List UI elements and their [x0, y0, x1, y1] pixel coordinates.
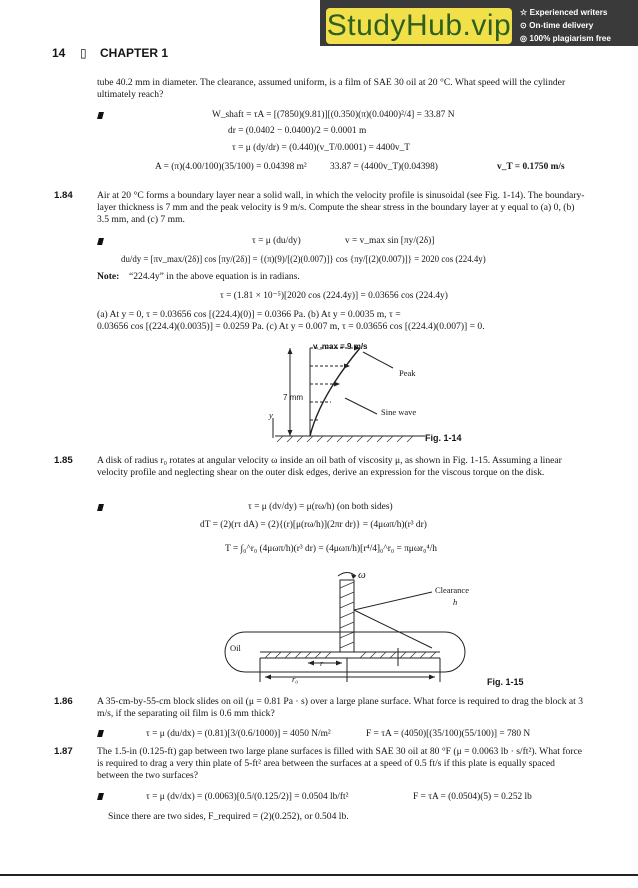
- answer-line-1: (a) At y = 0, τ = 0.03656 cos [(224.4)(0)] = 0.0366 Pa. (b) At y = 0.0035 m, τ =: [97, 309, 401, 320]
- eq-force-plate: F = τA = (0.0504)(5) = 0.252 lb: [413, 792, 532, 802]
- fig15-r0-label: r₀: [292, 674, 299, 684]
- problem-number: 1.86: [54, 696, 73, 707]
- feature-experienced: ☆ Experienced writers: [520, 8, 608, 17]
- eq-shear: τ = μ (dy/dr) = (0.440)(v_T/0.0001) = 4400v_T: [232, 143, 411, 153]
- fig14-vmax-label: v_max = 9 m/s: [313, 342, 368, 351]
- eq-torque-element: dT = (2)(rτ dA) = (2){(r)[μ(rω/h)](2πr dr)} = (4μωπ/h)(r³ dr): [200, 520, 427, 530]
- eq-shear-linear: τ = μ (dv/dy) = μ(rω/h) (on both sides): [248, 502, 393, 512]
- eq-shaft-weight: W_shaft = τA = [(7850)(9.81)][(0.350)(π)(0.0400)²/4] = 33.87 N: [212, 110, 455, 120]
- eq-torque-integral: T = ∫₀^r₀ (4μωπ/h)(r³ dr) = (4μωπ/h)[r⁴/4]₀^r₀ = πμωr₀⁴/h: [225, 544, 437, 554]
- page-bottom-rule: [0, 874, 638, 876]
- fig14-caption: Fig. 1-14: [425, 433, 462, 443]
- header-glyph: ▯: [80, 46, 87, 60]
- fig15-clearance-label: Clearance: [435, 585, 469, 595]
- fig14-sine-label: Sine wave: [381, 407, 417, 417]
- solution-marker: [97, 504, 104, 511]
- eq-balance: 33.87 = (4400v_T)(0.04398): [330, 162, 438, 172]
- note-text: “224.4y” in the above equation is in radians.: [129, 271, 300, 282]
- eq-derivative: du/dy = [πv_max/(2δ)] cos [πy/(2δ)] = {(π)(9)/[(2)(0.007)]} cos {πy/[(2)(0.007)]} = 2020 cos (224.4y): [121, 254, 486, 264]
- answer-line-2: 0.03656 cos [(224.4)(0.0035)] = 0.0259 Pa. (c) At y = 0.007 m, τ = 0.03656 cos [(224.4)(0.007)] = 0.: [97, 321, 485, 332]
- eq-stress: τ = (1.81 × 10⁻⁵)[2020 cos (224.4y)] = 0.03656 cos (224.4y): [220, 291, 448, 301]
- note-label: Note:: [97, 271, 120, 282]
- eq-clearance: dr = (0.0402 − 0.0400)/2 = 0.0001 m: [228, 126, 367, 136]
- final-answer: Since there are two sides, F_required = (2)(0.252), or 0.504 lb.: [108, 811, 349, 822]
- problem-text: A disk of radius r₀ rotates at angular velocity ω inside an oil bath of viscosity μ, as shown in Fig. 1-15. Assuming a linear velocity profile and neglecting shear on the outer disk edges, derive an expression for the viscous torque on the disk.: [97, 455, 562, 479]
- solution-marker: [97, 112, 104, 119]
- fig15-omega-label: ω: [358, 569, 366, 581]
- feature-ontime: ⊙ On-time delivery: [520, 21, 594, 30]
- page-number: 14: [52, 46, 66, 60]
- problem-text: The 1.5-in (0.125-ft) gap between two large plane surfaces is filled with SAE 30 oil at 80 °F (μ = 0.0063 lb · s/ft²). What force is required to drag a very thin plate of 5-ft² area between the surfaces at a speed of 0.5 ft/s if this plate is equally spaced between the two surfaces?: [97, 746, 583, 782]
- studyhub-logo[interactable]: StudyHub.vip: [326, 9, 512, 42]
- chapter-title: CHAPTER 1: [100, 46, 169, 60]
- feature-plagiarism: ◎ 100% plagiarism free: [520, 34, 611, 43]
- eq-result: v_T = 0.1750 m/s: [497, 162, 565, 172]
- eq-velocity-profile: v = v_max sin [πy/(2δ)]: [345, 236, 435, 246]
- problem-number: 1.85: [54, 455, 73, 466]
- fig14-y-label: y: [269, 410, 273, 420]
- fig14-peak-label: Peak: [399, 368, 416, 378]
- problem-number: 1.87: [54, 746, 73, 757]
- solution-marker: [97, 238, 104, 245]
- eq-force-block: F = τA = (4050)[(35/100)(55/100)] = 780 N: [366, 729, 531, 739]
- intro-text: tube 40.2 mm in diameter. The clearance, assumed uniform, is a film of SAE 30 oil at 20 °C. What speed will the cylinder ultimately reach?: [97, 77, 566, 101]
- fig15-oil-label: Oil: [230, 643, 241, 653]
- fig14-height-label: 7 mm: [283, 393, 303, 402]
- problem-number: 1.84: [54, 190, 73, 201]
- fig15-h-label: h: [453, 597, 458, 607]
- eq-shear-block: τ = μ (du/dx) = (0.81)[3/(0.6/1000)] = 4050 N/m²: [146, 729, 331, 739]
- fig15-caption: Fig. 1-15: [487, 677, 524, 687]
- problem-text: A 35-cm-by-55-cm block slides on oil (μ = 0.81 Pa · s) over a large plane surface. What force is required to drag the block at 3 m/s, if the separating oil film is 0.6 mm thick?: [97, 696, 584, 720]
- eq-shear-def: τ = μ (du/dy): [252, 236, 301, 246]
- solution-marker: [97, 793, 104, 800]
- eq-area: A = (π)(4.00/100)(35/100) = 0.04398 m²: [155, 162, 307, 172]
- problem-text: Air at 20 °C forms a boundary layer near a solid wall, in which the velocity profile is sinusoidal (see Fig. 1-14). The boundary-layer thickness is 7 mm and the peak velocity is 9 m/s. Compute the shear stress in the boundary layer at y equal to (a) 0, (b) 3.5 mm, and (c) 7 mm.: [97, 190, 585, 226]
- eq-shear-plate: τ = μ (dv/dx) = (0.0063)[0.5/(0.125/2)] = 0.0504 lb/ft²: [146, 792, 349, 802]
- solution-marker: [97, 730, 104, 737]
- fig15-r-label: r: [320, 658, 324, 668]
